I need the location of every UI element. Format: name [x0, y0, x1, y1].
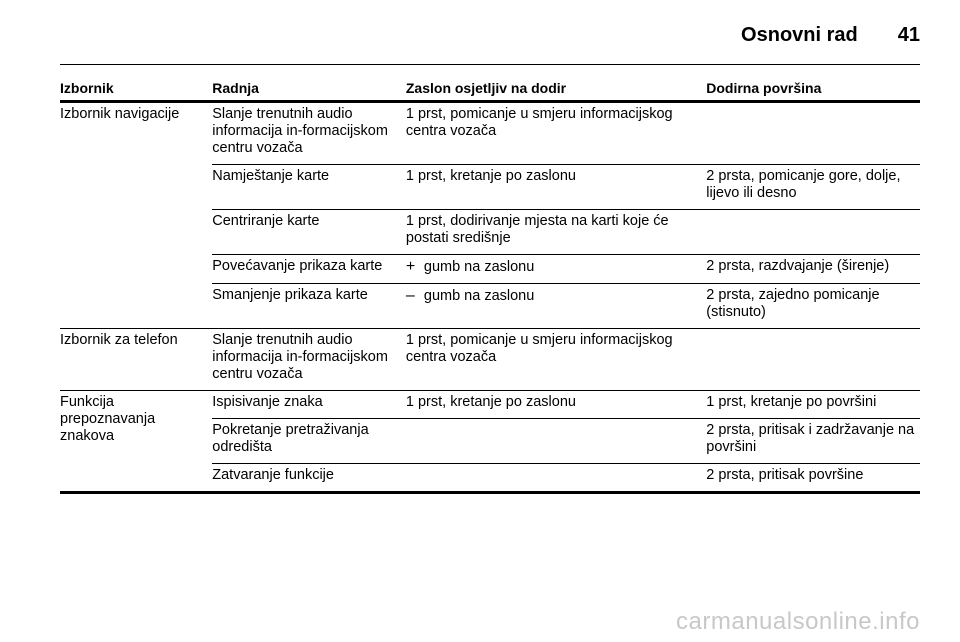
page-header [60, 18, 920, 52]
table-header-row [60, 80, 920, 102]
action-cell: Povećavanje prikaza karte [212, 255, 406, 284]
watermark: carmanualsonline.info [676, 608, 920, 635]
touch-pad-cell [706, 329, 920, 391]
plus-icon: + [405, 258, 416, 275]
touch-pad-cell: 2 prsta, pomicanje gore, dolje, lijevo ili desno [706, 165, 920, 210]
touch-pad-cell: 2 prsta, zajedno pomicanje (stisnuto) [706, 284, 920, 329]
table-row [60, 329, 920, 391]
table-row [60, 102, 920, 165]
menu-cell: Funkcija prepoznavanja znakova [60, 391, 212, 493]
menu-cell: Izbornik za telefon [60, 329, 212, 391]
operations-table [60, 80, 920, 494]
column-header-touch-pad: Dodirna površina [706, 80, 920, 102]
action-cell: Smanjenje prikaza karte [212, 284, 406, 329]
action-cell: Pokretanje pretraživanja odredišta [212, 419, 406, 464]
touch-screen-cell [406, 419, 706, 464]
touch-screen-text: gumb na zaslonu [423, 288, 535, 304]
action-cell: Ispisivanje znaka [212, 391, 406, 419]
page-number: 41 [897, 23, 920, 46]
touch-pad-cell: 2 prsta, pritisak i zadržavanje na površini [706, 419, 920, 464]
column-header-action: Radnja [212, 80, 406, 102]
action-cell: Centriranje karte [212, 210, 406, 255]
touch-pad-cell: 1 prst, kretanje po površini [706, 391, 920, 419]
menu-cell: Izbornik navigacije [60, 102, 212, 329]
touch-pad-cell: 2 prsta, pritisak površine [706, 464, 920, 493]
action-cell: Slanje trenutnih audio informacija in-formacijskom centru vozača [212, 329, 406, 391]
touch-pad-cell [706, 102, 920, 165]
touch-pad-cell: 2 prsta, razdvajanje (širenje) [706, 255, 920, 284]
touch-screen-cell [406, 255, 706, 284]
minus-icon: – [405, 287, 415, 304]
touch-screen-cell [406, 464, 706, 493]
action-cell: Slanje trenutnih audio informacija in-formacijskom centru vozača [212, 102, 406, 165]
touch-screen-text: gumb na zaslonu [423, 259, 535, 275]
touch-screen-cell: 1 prst, pomicanje u smjeru informacijskog centra vozača [406, 329, 706, 391]
touch-screen-cell [406, 284, 706, 329]
page-title: Osnovni rad [741, 23, 858, 46]
touch-screen-cell: 1 prst, kretanje po zaslonu [406, 391, 706, 419]
touch-screen-cell: 1 prst, pomicanje u smjeru informacijskog centra vozača [406, 102, 706, 165]
touch-screen-cell: 1 prst, dodirivanje mjesta na karti koje će postati središnje [406, 210, 706, 255]
column-header-menu: Izbornik [60, 80, 212, 102]
action-cell: Zatvaranje funkcije [212, 464, 406, 493]
touch-pad-cell [706, 210, 920, 255]
touch-screen-cell: 1 prst, kretanje po zaslonu [406, 165, 706, 210]
header-rule [60, 64, 920, 65]
action-cell: Namještanje karte [212, 165, 406, 210]
column-header-touch-screen: Zaslon osjetljiv na dodir [406, 80, 706, 102]
table-row [60, 391, 920, 419]
